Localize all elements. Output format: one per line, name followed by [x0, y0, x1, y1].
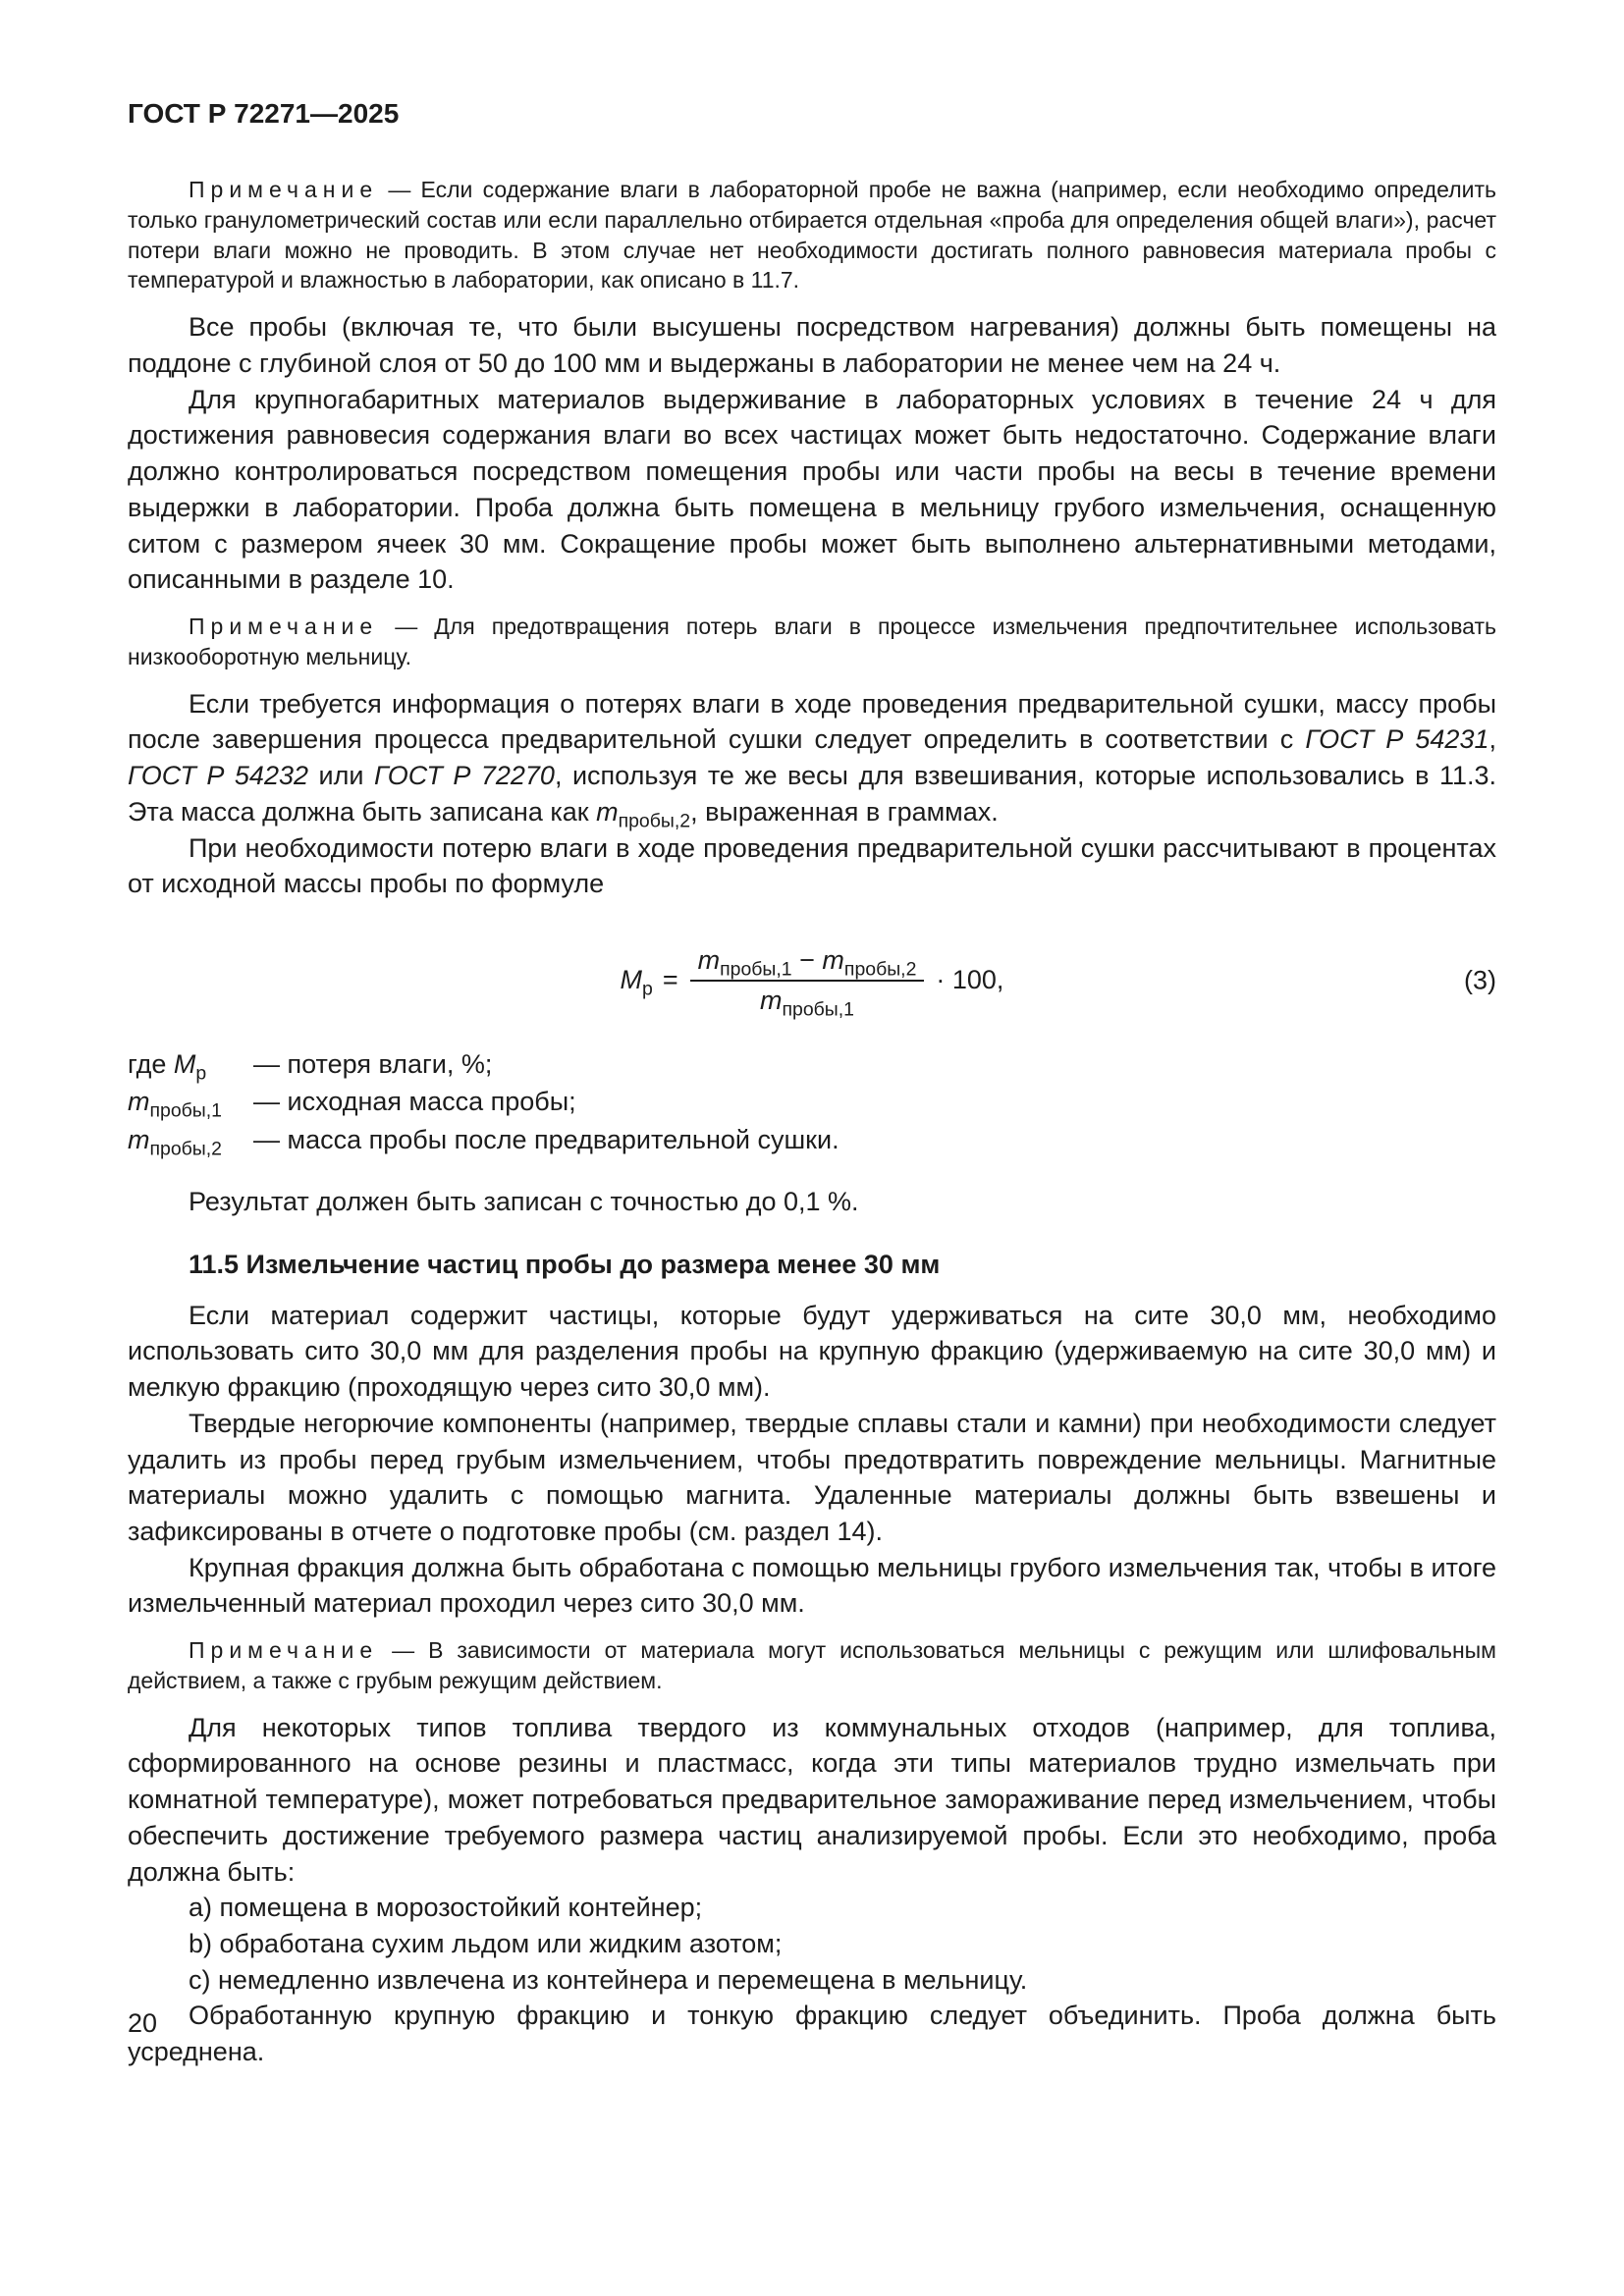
paragraph-moisture-loss-info [128, 686, 1496, 830]
variable-subscript: p [642, 978, 653, 1000]
variable-subscript: пробы,1 [149, 1099, 222, 1122]
list-item-b: b) обработана сухим льдом или жидким азотом; [189, 1929, 783, 1959]
note-label: Примечание [189, 177, 379, 202]
formula-tail: · 100, [936, 965, 1004, 995]
note-text: — Если содержание влаги в лабораторной пробе не важна (например, если необходимо определить только гранулометрический состав или если параллельно отбирается отдельная «проба для определения общей влаги»), расчет потери влаги можно не проводить. В этом случае нет необходимости достигать полного равновесия материала пробы с температурой и влажностью в лаборатории, как описано в 11.7. [128, 177, 1496, 294]
definition-row [128, 1083, 1496, 1120]
definition-term [128, 1121, 253, 1158]
note-1 [128, 175, 1496, 295]
text-segment: Если требуется информация о потерях влаги в ходе проведения предварительной сушки, массу пробы после завершения процесса предварительной сушки следует определить в соответствии с [128, 688, 1496, 755]
note-2 [128, 612, 1496, 672]
variable-subscript: p [195, 1062, 207, 1085]
definition-text: — масса пробы после предварительной сушки. [253, 1124, 839, 1154]
variable-subscript: пробы,2 [843, 958, 917, 981]
minus-sign: − [799, 944, 815, 975]
formula [620, 944, 1004, 1021]
text-segment: , используя те же весы для взвешивания, которые использовались в 11.3. Эта масса должна быть записана как [128, 761, 1496, 827]
gost-reference: ГОСТ Р 54231 [1305, 724, 1489, 755]
gost-reference: ГОСТ Р 54232 [128, 761, 308, 791]
list-item-a: a) помещена в морозостойкий контейнер; [189, 1893, 703, 1923]
list-item-c: c) немедленно извлечена из контейнера и перемещена в мельницу. [189, 1964, 1028, 1995]
variable-subscript: пробы,1 [720, 958, 792, 981]
text-segment: , выраженная в граммах. [690, 796, 999, 827]
definition-row [128, 1045, 1496, 1083]
variable-subscript: пробы,1 [782, 998, 854, 1021]
definition-list [128, 1045, 1496, 1158]
paragraph-formula-intro: При необходимости потерю влаги в ходе проведения предварительной сушки рассчитывают в процентах от исходной массы пробы по формуле [128, 832, 1496, 899]
fraction-numerator [690, 945, 925, 982]
definition-term [128, 1045, 253, 1083]
note-label: Примечание [189, 614, 379, 639]
section-heading-11-5: 11.5 Измельчение частиц пробы до размера менее 30 мм [189, 1249, 941, 1279]
note-text: — Для предотвращения потерь влаги в процессе измельчения предпочтительнее использовать низкооборотную мельницу. [128, 614, 1496, 669]
variable-symbol: m [822, 944, 844, 975]
text-segment: или [308, 761, 374, 791]
paragraph-result-precision: Результат должен быть записан с точностью до 0,1 %. [189, 1186, 859, 1216]
definition-row [128, 1121, 1496, 1158]
formula-block [128, 944, 1496, 1021]
note-label: Примечание [189, 1637, 379, 1664]
variable-symbol: m [596, 796, 619, 827]
definition-text: — исходная масса пробы; [253, 1087, 576, 1117]
text-segment: , [1489, 724, 1496, 755]
paragraph-all-samples: Все пробы (включая те, что были высушены посредством нагревания) должны быть помещены на поддоне с глубиной слоя от 50 до 100 мм и выдержаны в лаборатории не менее чем на 24 ч. [128, 312, 1496, 378]
note-3 [128, 1635, 1496, 1696]
paragraph-bulky-materials: Для крупногабаритных материалов выдерживание в лабораторных условиях в течение 24 ч для достижения равновесия содержания влаги во всех частицах может быть недостаточно. Содержание влаги должно контролироваться посредством помещения пробы или части пробы на весы в течение времени выдержки в лаборатории. Проба должна быть помещена в мельницу грубого измельчения, оснащенную ситом с размером ячеек 30 мм. Сокращение пробы может быть выполнено альтернативными методами, описанными в разделе 10. [128, 384, 1496, 595]
variable-subscript: пробы,2 [149, 1137, 222, 1159]
formula-lhs [620, 965, 653, 1000]
page-number: 20 [128, 2008, 158, 2038]
variable-symbol: m [128, 1124, 150, 1154]
definition-term [128, 1083, 253, 1120]
variable-symbol: m [128, 1087, 150, 1117]
definition-prefix: где [128, 1048, 174, 1079]
fraction-denominator [690, 982, 925, 1021]
variable-symbol: М [620, 965, 643, 995]
doc-number: ГОСТ Р 72271—2025 [128, 98, 400, 129]
paragraph-hard-components: Твердые негорючие компоненты (например, твердые сплавы стали и камни) при необходимости следует удалить из пробы перед грубым измельчением, чтобы предотвратить повреждение мельницы. Магнитные материалы можно удалить с помощью магнита. Удаленные материалы должны быть взвешены и зафиксированы в отчете о подготовке пробы (см. раздел 14). [128, 1408, 1496, 1546]
variable-symbol: М [173, 1048, 196, 1079]
fraction [690, 944, 925, 1021]
paragraph-combine-fractions: Обработанную крупную фракцию и тонкую фракцию следует объединить. Проба должна быть усреднена. [128, 2001, 1496, 2067]
note-text: — В зависимости от материала могут использоваться мельницы с режущим или шлифовальным действием, а также с грубым режущим действием. [128, 1637, 1496, 1693]
equals-sign: = [662, 965, 678, 995]
paragraph-sieve-separation: Если материал содержит частицы, которые будут удерживаться на сите 30,0 мм, необходимо использовать сито 30,0 мм для разделения пробы на крупную фракцию (удерживаемую на сите 30,0 мм) и мелкую фракцию (проходящую через сито 30,0 мм). [128, 1300, 1496, 1403]
paragraph-freezing: Для некоторых типов топлива твердого из коммунальных отходов (например, для топлива, сформированного на основе резины и пластмасс, когда эти типы материалов трудно измельчать при комнатной температуре), может потребоваться предварительное замораживание перед измельчением, чтобы обеспечить достижение требуемого размера частиц анализируемой пробы. Если это необходимо, проба должна быть: [128, 1712, 1496, 1887]
paragraph-coarse-fraction: Крупная фракция должна быть обработана с помощью мельницы грубого измельчения так, чтобы в итоге измельченный материал проходил через сито 30,0 мм. [128, 1552, 1496, 1619]
equation-number: (3) [1464, 965, 1496, 995]
definition-text: — потеря влаги, %; [253, 1048, 493, 1079]
variable-subscript: пробы,2 [618, 810, 691, 832]
variable-symbol: m [697, 944, 721, 975]
variable-symbol: m [760, 985, 783, 1015]
gost-reference: ГОСТ Р 72270 [373, 761, 555, 791]
